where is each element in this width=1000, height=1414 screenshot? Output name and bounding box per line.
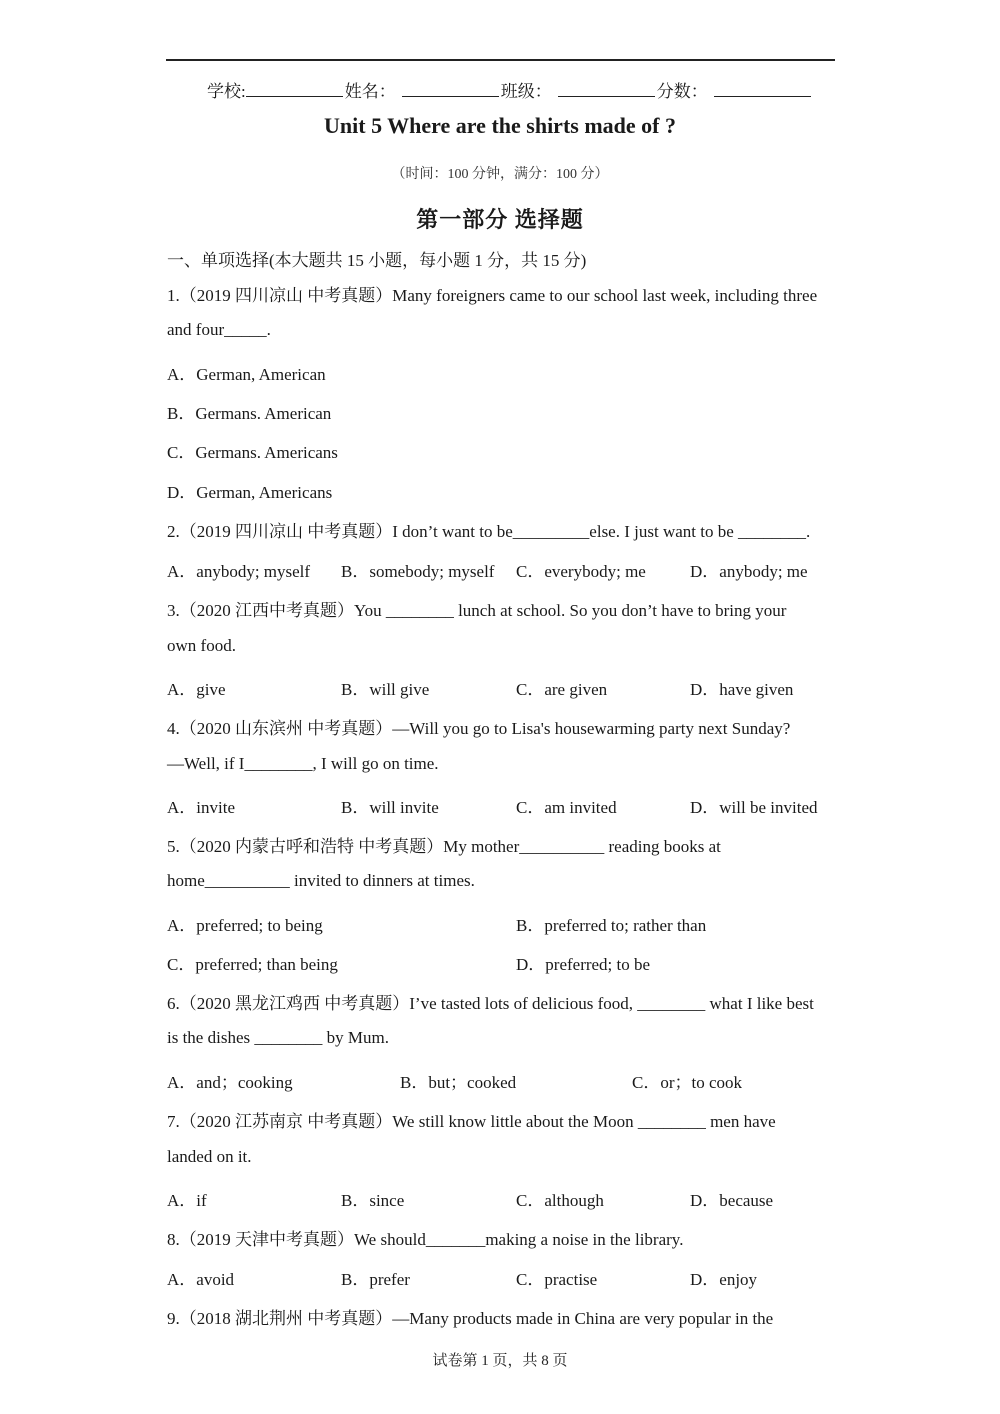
- question-6-option-b: B．but；cooked: [400, 1073, 517, 1092]
- section-title: 一、单项选择(本大题共 15 小题，每小题 1 分，共 15 分): [167, 251, 587, 270]
- name-blank: [402, 80, 499, 97]
- question-3-option-a: A．give: [167, 680, 226, 699]
- question-2-option-b: B．somebody; myself: [341, 562, 495, 581]
- question-2-line-1: 2.（2019 四川凉山 中考真题）I don’t want to be_________else. I just want to be ________.: [167, 522, 811, 541]
- student-info-row: [207, 77, 813, 102]
- question-6-line-2: is the dishes ________ by Mum.: [167, 1028, 389, 1047]
- question-6-option-c: C．or；to cook: [632, 1073, 743, 1092]
- score-label: 分数：: [656, 82, 708, 101]
- question-1-option-a: A．German, American: [167, 365, 326, 384]
- question-7-option-a: A．if: [167, 1191, 207, 1210]
- question-7-line-2: landed on it.: [167, 1147, 252, 1166]
- question-2-option-a: A．anybody; myself: [167, 562, 311, 581]
- question-7-option-d: D．because: [690, 1191, 774, 1210]
- exam-time-note: （时间：100 分钟，满分：100 分）: [391, 167, 609, 182]
- question-1-line-2: and four_____.: [167, 320, 271, 339]
- question-6-line-1: 6.（2020 黑龙江鸡西 中考真题）I’ve tasted lots of delicious food, ________ what I like best: [167, 994, 814, 1013]
- question-4-option-c: C．am invited: [516, 798, 617, 817]
- school-blank: [246, 80, 343, 97]
- question-8-option-a: A．avoid: [167, 1270, 235, 1289]
- question-4-line-2: —Well, if I________, I will go on time.: [167, 754, 439, 773]
- school-label: 学校:: [207, 82, 246, 101]
- question-5-option-a: A．preferred; to being: [167, 916, 323, 935]
- question-8-option-b: B．prefer: [341, 1270, 410, 1289]
- question-3-option-c: C．are given: [516, 680, 608, 699]
- question-4-option-b: B．will invite: [341, 798, 439, 817]
- question-7-line-1: 7.（2020 江苏南京 中考真题）We still know little about the Moon ________ men have: [167, 1112, 776, 1131]
- question-7-option-b: B．since: [341, 1191, 405, 1210]
- question-4-option-d: D．will be invited: [690, 798, 818, 817]
- question-5-option-d: D．preferred; to be: [516, 955, 651, 974]
- part-title: 第一部分 选择题: [416, 207, 584, 232]
- question-4-line-1: 4.（2020 山东滨州 中考真题）—Will you go to Lisa's housewarming party next Sunday?: [167, 719, 791, 738]
- class-blank: [558, 80, 655, 97]
- question-2-option-d: D．anybody; me: [690, 562, 808, 581]
- question-3-option-d: D．have given: [690, 680, 794, 699]
- score-blank: [714, 80, 811, 97]
- page-title: Unit 5 Where are the shirts made of ?: [324, 113, 676, 138]
- page-footer: 试卷第 1 页，共 8 页: [432, 1353, 568, 1369]
- question-9-line-1: 9.（2018 湖北荆州 中考真题）—Many products made in China are very popular in the: [167, 1309, 774, 1328]
- question-3-option-b: B．will give: [341, 680, 430, 699]
- question-1-option-c: C．Germans. Americans: [167, 443, 338, 462]
- question-1-option-d: D．German, Americans: [167, 483, 333, 502]
- question-5-line-2: home__________ invited to dinners at times.: [167, 871, 475, 890]
- top-divider: [166, 59, 835, 61]
- question-8-line-1: 8.（2019 天津中考真题）We should_______making a noise in the library.: [167, 1230, 684, 1249]
- question-5-option-b: B．preferred to; rather than: [516, 916, 707, 935]
- class-label: 班级：: [500, 82, 552, 101]
- question-1-line-1: 1.（2019 四川凉山 中考真题）Many foreigners came to our school last week, including three: [167, 286, 818, 305]
- question-4-option-a: A．invite: [167, 798, 235, 817]
- question-1-option-b: B．Germans. American: [167, 404, 332, 423]
- question-5-option-c: C．preferred; than being: [167, 955, 338, 974]
- question-5-line-1: 5.（2020 内蒙古呼和浩特 中考真题）My mother__________ reading books at: [167, 837, 721, 856]
- question-3-line-2: own food.: [167, 636, 236, 655]
- question-2-option-c: C．everybody; me: [516, 562, 646, 581]
- question-3-line-1: 3.（2020 江西中考真题）You ________ lunch at school. So you don’t have to bring your: [167, 601, 787, 620]
- question-7-option-c: C．although: [516, 1191, 604, 1210]
- question-8-option-c: C．practise: [516, 1270, 598, 1289]
- name-label: 姓名：: [344, 82, 396, 101]
- question-6-option-a: A．and；cooking: [167, 1073, 293, 1092]
- question-8-option-d: D．enjoy: [690, 1270, 758, 1289]
